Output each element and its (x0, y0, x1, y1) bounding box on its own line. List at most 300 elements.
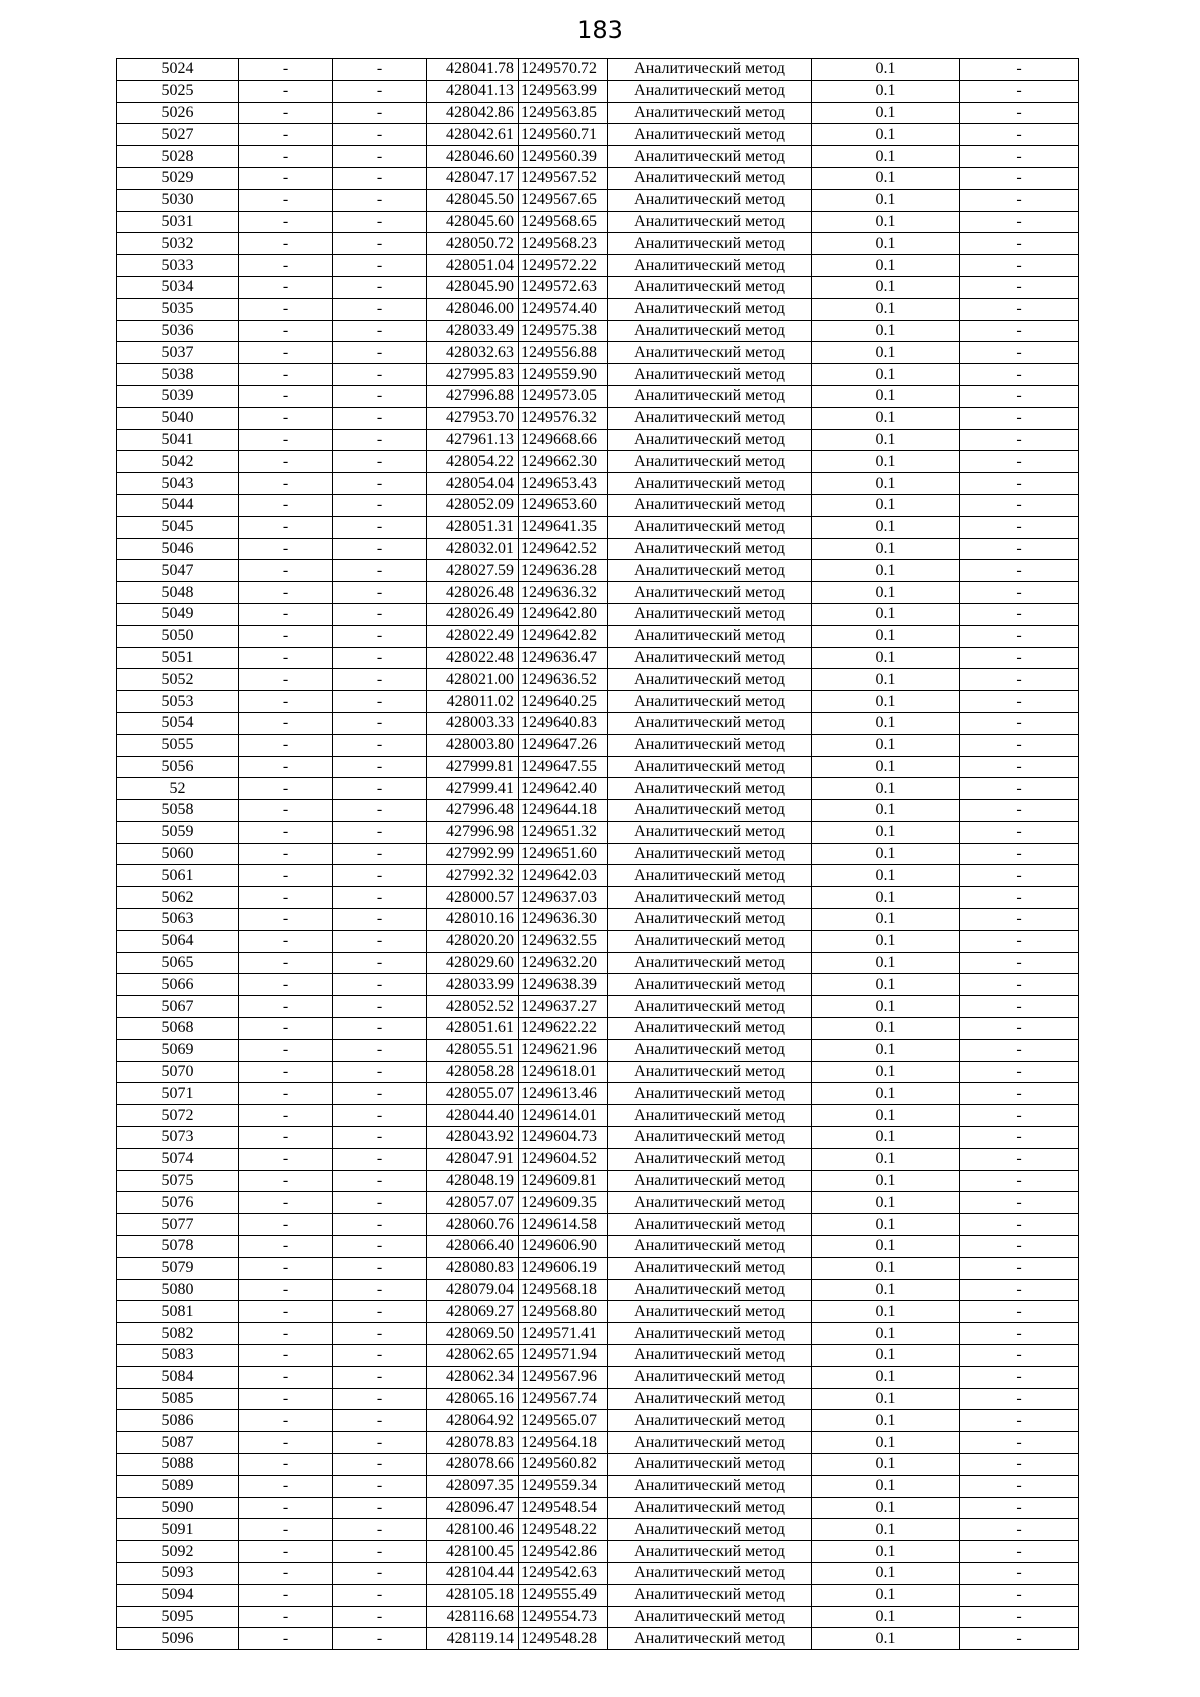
point-number-cell: 5084 (117, 1366, 239, 1388)
accuracy-cell: 0.1 (812, 233, 960, 255)
x-coordinate-cell: 428078.66 (427, 1454, 519, 1476)
point-number-cell: 5035 (117, 298, 239, 320)
empty-dash-cell: - (333, 865, 427, 887)
method-cell: Аналитический метод (608, 124, 812, 146)
point-number-cell: 5073 (117, 1127, 239, 1149)
point-number-cell: 5028 (117, 146, 239, 168)
y-coordinate-cell: 1249568.80 (519, 1301, 608, 1323)
x-coordinate-cell: 428045.60 (427, 211, 519, 233)
y-coordinate-cell: 1249554.73 (519, 1606, 608, 1628)
y-coordinate-cell: 1249573.05 (519, 385, 608, 407)
x-coordinate-cell: 428096.47 (427, 1497, 519, 1519)
empty-dash-cell: - (333, 1083, 427, 1105)
empty-dash-cell: - (960, 1584, 1079, 1606)
y-coordinate-cell: 1249614.58 (519, 1214, 608, 1236)
empty-dash-cell: - (333, 1475, 427, 1497)
accuracy-cell: 0.1 (812, 560, 960, 582)
y-coordinate-cell: 1249644.18 (519, 800, 608, 822)
point-number-cell: 5085 (117, 1388, 239, 1410)
empty-dash-cell: - (333, 734, 427, 756)
x-coordinate-cell: 428080.83 (427, 1257, 519, 1279)
empty-dash-cell: - (333, 211, 427, 233)
x-coordinate-cell: 428054.22 (427, 451, 519, 473)
accuracy-cell: 0.1 (812, 1519, 960, 1541)
empty-dash-cell: - (333, 189, 427, 211)
method-cell: Аналитический метод (608, 582, 812, 604)
table-row (117, 1606, 1079, 1628)
accuracy-cell: 0.1 (812, 473, 960, 495)
point-number-cell: 5060 (117, 843, 239, 865)
empty-dash-cell: - (333, 1061, 427, 1083)
empty-dash-cell: - (333, 1170, 427, 1192)
method-cell: Аналитический метод (608, 473, 812, 495)
empty-dash-cell: - (333, 1541, 427, 1563)
method-cell: Аналитический метод (608, 734, 812, 756)
empty-dash-cell: - (239, 625, 333, 647)
x-coordinate-cell: 428066.40 (427, 1236, 519, 1258)
empty-dash-cell: - (239, 102, 333, 124)
table-row (117, 211, 1079, 233)
y-coordinate-cell: 1249653.43 (519, 473, 608, 495)
x-coordinate-cell: 428021.00 (427, 669, 519, 691)
empty-dash-cell: - (239, 233, 333, 255)
x-coordinate-cell: 428069.27 (427, 1301, 519, 1323)
table-row (117, 756, 1079, 778)
table-row (117, 1497, 1079, 1519)
accuracy-cell: 0.1 (812, 494, 960, 516)
empty-dash-cell: - (239, 1454, 333, 1476)
point-number-cell: 5078 (117, 1236, 239, 1258)
x-coordinate-cell: 428062.65 (427, 1345, 519, 1367)
point-number-cell: 5083 (117, 1345, 239, 1367)
empty-dash-cell: - (960, 647, 1079, 669)
table-row (117, 930, 1079, 952)
y-coordinate-cell: 1249636.47 (519, 647, 608, 669)
y-coordinate-cell: 1249567.96 (519, 1366, 608, 1388)
table-row (117, 1562, 1079, 1584)
empty-dash-cell: - (333, 691, 427, 713)
point-number-cell: 5065 (117, 952, 239, 974)
empty-dash-cell: - (333, 930, 427, 952)
empty-dash-cell: - (239, 494, 333, 516)
point-number-cell: 5066 (117, 974, 239, 996)
empty-dash-cell: - (333, 364, 427, 386)
table-row (117, 952, 1079, 974)
accuracy-cell: 0.1 (812, 59, 960, 81)
point-number-cell: 5092 (117, 1541, 239, 1563)
empty-dash-cell: - (239, 1257, 333, 1279)
table-row (117, 1105, 1079, 1127)
empty-dash-cell: - (333, 1366, 427, 1388)
x-coordinate-cell: 428022.48 (427, 647, 519, 669)
method-cell: Аналитический метод (608, 1541, 812, 1563)
empty-dash-cell: - (960, 865, 1079, 887)
empty-dash-cell: - (960, 1388, 1079, 1410)
y-coordinate-cell: 1249563.99 (519, 80, 608, 102)
y-coordinate-cell: 1249564.18 (519, 1432, 608, 1454)
accuracy-cell: 0.1 (812, 429, 960, 451)
table-row (117, 582, 1079, 604)
empty-dash-cell: - (239, 1584, 333, 1606)
x-coordinate-cell: 428116.68 (427, 1606, 519, 1628)
empty-dash-cell: - (239, 1606, 333, 1628)
accuracy-cell: 0.1 (812, 276, 960, 298)
x-coordinate-cell: 428042.86 (427, 102, 519, 124)
table-row (117, 1170, 1079, 1192)
point-number-cell: 5067 (117, 996, 239, 1018)
empty-dash-cell: - (333, 320, 427, 342)
empty-dash-cell: - (333, 952, 427, 974)
y-coordinate-cell: 1249572.63 (519, 276, 608, 298)
x-coordinate-cell: 428020.20 (427, 930, 519, 952)
empty-dash-cell: - (333, 1192, 427, 1214)
empty-dash-cell: - (239, 996, 333, 1018)
y-coordinate-cell: 1249559.90 (519, 364, 608, 386)
empty-dash-cell: - (333, 385, 427, 407)
empty-dash-cell: - (960, 800, 1079, 822)
x-coordinate-cell: 428003.33 (427, 712, 519, 734)
empty-dash-cell: - (239, 603, 333, 625)
empty-dash-cell: - (333, 1105, 427, 1127)
accuracy-cell: 0.1 (812, 1105, 960, 1127)
table-row (117, 734, 1079, 756)
method-cell: Аналитический метод (608, 298, 812, 320)
point-number-cell: 5086 (117, 1410, 239, 1432)
empty-dash-cell: - (333, 59, 427, 81)
table-row (117, 429, 1079, 451)
table-row (117, 887, 1079, 909)
point-number-cell: 5058 (117, 800, 239, 822)
empty-dash-cell: - (960, 429, 1079, 451)
empty-dash-cell: - (333, 1301, 427, 1323)
empty-dash-cell: - (239, 255, 333, 277)
accuracy-cell: 0.1 (812, 320, 960, 342)
table-row (117, 1432, 1079, 1454)
y-coordinate-cell: 1249638.39 (519, 974, 608, 996)
x-coordinate-cell: 428055.51 (427, 1039, 519, 1061)
method-cell: Аналитический метод (608, 1323, 812, 1345)
point-number-cell: 5032 (117, 233, 239, 255)
x-coordinate-cell: 428097.35 (427, 1475, 519, 1497)
table-row (117, 1148, 1079, 1170)
x-coordinate-cell: 428062.34 (427, 1366, 519, 1388)
point-number-cell: 5063 (117, 909, 239, 931)
method-cell: Аналитический метод (608, 320, 812, 342)
empty-dash-cell: - (960, 451, 1079, 473)
y-coordinate-cell: 1249651.32 (519, 821, 608, 843)
table-row (117, 712, 1079, 734)
table-row (117, 1127, 1079, 1149)
empty-dash-cell: - (239, 1214, 333, 1236)
empty-dash-cell: - (239, 560, 333, 582)
x-coordinate-cell: 428047.91 (427, 1148, 519, 1170)
x-coordinate-cell: 428033.99 (427, 974, 519, 996)
empty-dash-cell: - (960, 582, 1079, 604)
empty-dash-cell: - (239, 1127, 333, 1149)
empty-dash-cell: - (333, 821, 427, 843)
empty-dash-cell: - (239, 80, 333, 102)
x-coordinate-cell: 428058.28 (427, 1061, 519, 1083)
point-number-cell: 5054 (117, 712, 239, 734)
y-coordinate-cell: 1249604.52 (519, 1148, 608, 1170)
accuracy-cell: 0.1 (812, 189, 960, 211)
accuracy-cell: 0.1 (812, 734, 960, 756)
method-cell: Аналитический метод (608, 647, 812, 669)
empty-dash-cell: - (239, 1148, 333, 1170)
empty-dash-cell: - (960, 1628, 1079, 1650)
y-coordinate-cell: 1249571.94 (519, 1345, 608, 1367)
accuracy-cell: 0.1 (812, 821, 960, 843)
empty-dash-cell: - (333, 1214, 427, 1236)
accuracy-cell: 0.1 (812, 712, 960, 734)
accuracy-cell: 0.1 (812, 1541, 960, 1563)
x-coordinate-cell: 428051.61 (427, 1018, 519, 1040)
x-coordinate-cell: 428057.07 (427, 1192, 519, 1214)
point-number-cell: 5087 (117, 1432, 239, 1454)
empty-dash-cell: - (960, 1410, 1079, 1432)
table-row (117, 451, 1079, 473)
empty-dash-cell: - (960, 211, 1079, 233)
x-coordinate-cell: 428011.02 (427, 691, 519, 713)
method-cell: Аналитический метод (608, 451, 812, 473)
method-cell: Аналитический метод (608, 59, 812, 81)
empty-dash-cell: - (239, 952, 333, 974)
y-coordinate-cell: 1249614.01 (519, 1105, 608, 1127)
empty-dash-cell: - (333, 1127, 427, 1149)
point-number-cell: 5080 (117, 1279, 239, 1301)
empty-dash-cell: - (960, 516, 1079, 538)
table-row (117, 538, 1079, 560)
point-number-cell: 5037 (117, 342, 239, 364)
table-row (117, 1628, 1079, 1650)
method-cell: Аналитический метод (608, 1301, 812, 1323)
point-number-cell: 5031 (117, 211, 239, 233)
y-coordinate-cell: 1249572.22 (519, 255, 608, 277)
accuracy-cell: 0.1 (812, 647, 960, 669)
method-cell: Аналитический метод (608, 1039, 812, 1061)
y-coordinate-cell: 1249636.32 (519, 582, 608, 604)
table-row (117, 1214, 1079, 1236)
method-cell: Аналитический метод (608, 1432, 812, 1454)
empty-dash-cell: - (960, 1432, 1079, 1454)
empty-dash-cell: - (333, 1497, 427, 1519)
point-number-cell: 5069 (117, 1039, 239, 1061)
y-coordinate-cell: 1249609.35 (519, 1192, 608, 1214)
method-cell: Аналитический метод (608, 1105, 812, 1127)
point-number-cell: 5047 (117, 560, 239, 582)
empty-dash-cell: - (960, 909, 1079, 931)
y-coordinate-cell: 1249606.90 (519, 1236, 608, 1258)
empty-dash-cell: - (239, 1388, 333, 1410)
point-number-cell: 5042 (117, 451, 239, 473)
empty-dash-cell: - (960, 1366, 1079, 1388)
empty-dash-cell: - (333, 1018, 427, 1040)
table-row (117, 1388, 1079, 1410)
method-cell: Аналитический метод (608, 1345, 812, 1367)
table-row (117, 494, 1079, 516)
empty-dash-cell: - (333, 582, 427, 604)
y-coordinate-cell: 1249567.74 (519, 1388, 608, 1410)
empty-dash-cell: - (239, 146, 333, 168)
table-row (117, 233, 1079, 255)
accuracy-cell: 0.1 (812, 1192, 960, 1214)
x-coordinate-cell: 428042.61 (427, 124, 519, 146)
x-coordinate-cell: 427996.88 (427, 385, 519, 407)
table-row (117, 516, 1079, 538)
empty-dash-cell: - (960, 974, 1079, 996)
accuracy-cell: 0.1 (812, 102, 960, 124)
accuracy-cell: 0.1 (812, 1606, 960, 1628)
table-row (117, 298, 1079, 320)
method-cell: Аналитический метод (608, 364, 812, 386)
empty-dash-cell: - (333, 1628, 427, 1650)
empty-dash-cell: - (333, 1519, 427, 1541)
empty-dash-cell: - (239, 1410, 333, 1432)
method-cell: Аналитический метод (608, 800, 812, 822)
method-cell: Аналитический метод (608, 996, 812, 1018)
empty-dash-cell: - (239, 865, 333, 887)
empty-dash-cell: - (239, 1018, 333, 1040)
y-coordinate-cell: 1249637.03 (519, 887, 608, 909)
table-row (117, 647, 1079, 669)
accuracy-cell: 0.1 (812, 1127, 960, 1149)
empty-dash-cell: - (960, 1083, 1079, 1105)
empty-dash-cell: - (239, 473, 333, 495)
method-cell: Аналитический метод (608, 778, 812, 800)
y-coordinate-cell: 1249560.82 (519, 1454, 608, 1476)
y-coordinate-cell: 1249556.88 (519, 342, 608, 364)
method-cell: Аналитический метод (608, 1236, 812, 1258)
point-number-cell: 5045 (117, 516, 239, 538)
method-cell: Аналитический метод (608, 974, 812, 996)
empty-dash-cell: - (239, 59, 333, 81)
method-cell: Аналитический метод (608, 887, 812, 909)
point-number-cell: 5077 (117, 1214, 239, 1236)
x-coordinate-cell: 427992.99 (427, 843, 519, 865)
point-number-cell: 5033 (117, 255, 239, 277)
accuracy-cell: 0.1 (812, 407, 960, 429)
empty-dash-cell: - (960, 494, 1079, 516)
x-coordinate-cell: 428051.31 (427, 516, 519, 538)
accuracy-cell: 0.1 (812, 1083, 960, 1105)
empty-dash-cell: - (960, 255, 1079, 277)
table-row (117, 669, 1079, 691)
method-cell: Аналитический метод (608, 909, 812, 931)
empty-dash-cell: - (960, 1345, 1079, 1367)
accuracy-cell: 0.1 (812, 800, 960, 822)
y-coordinate-cell: 1249576.32 (519, 407, 608, 429)
empty-dash-cell: - (239, 691, 333, 713)
empty-dash-cell: - (239, 342, 333, 364)
empty-dash-cell: - (960, 560, 1079, 582)
table-row (117, 1323, 1079, 1345)
empty-dash-cell: - (960, 124, 1079, 146)
empty-dash-cell: - (960, 385, 1079, 407)
accuracy-cell: 0.1 (812, 1170, 960, 1192)
empty-dash-cell: - (333, 1148, 427, 1170)
empty-dash-cell: - (239, 364, 333, 386)
x-coordinate-cell: 427995.83 (427, 364, 519, 386)
empty-dash-cell: - (239, 167, 333, 189)
empty-dash-cell: - (333, 756, 427, 778)
accuracy-cell: 0.1 (812, 756, 960, 778)
accuracy-cell: 0.1 (812, 1366, 960, 1388)
method-cell: Аналитический метод (608, 1170, 812, 1192)
table-row (117, 1018, 1079, 1040)
x-coordinate-cell: 428052.09 (427, 494, 519, 516)
empty-dash-cell: - (960, 778, 1079, 800)
method-cell: Аналитический метод (608, 189, 812, 211)
method-cell: Аналитический метод (608, 930, 812, 952)
table-row (117, 909, 1079, 931)
page-number: 183 (577, 16, 623, 44)
table-row (117, 1279, 1079, 1301)
x-coordinate-cell: 428044.40 (427, 1105, 519, 1127)
empty-dash-cell: - (333, 909, 427, 931)
x-coordinate-cell: 428043.92 (427, 1127, 519, 1149)
x-coordinate-cell: 428046.60 (427, 146, 519, 168)
x-coordinate-cell: 428026.48 (427, 582, 519, 604)
x-coordinate-cell: 428054.04 (427, 473, 519, 495)
method-cell: Аналитический метод (608, 1606, 812, 1628)
empty-dash-cell: - (239, 1628, 333, 1650)
empty-dash-cell: - (239, 1345, 333, 1367)
method-cell: Аналитический метод (608, 1214, 812, 1236)
table-row (117, 255, 1079, 277)
y-coordinate-cell: 1249548.22 (519, 1519, 608, 1541)
empty-dash-cell: - (239, 385, 333, 407)
accuracy-cell: 0.1 (812, 1148, 960, 1170)
point-number-cell: 52 (117, 778, 239, 800)
empty-dash-cell: - (960, 1541, 1079, 1563)
x-coordinate-cell: 428032.01 (427, 538, 519, 560)
x-coordinate-cell: 427999.81 (427, 756, 519, 778)
empty-dash-cell: - (239, 538, 333, 560)
table-row (117, 1519, 1079, 1541)
empty-dash-cell: - (333, 146, 427, 168)
point-number-cell: 5048 (117, 582, 239, 604)
accuracy-cell: 0.1 (812, 1410, 960, 1432)
table-row (117, 320, 1079, 342)
empty-dash-cell: - (333, 342, 427, 364)
y-coordinate-cell: 1249647.26 (519, 734, 608, 756)
empty-dash-cell: - (239, 1323, 333, 1345)
accuracy-cell: 0.1 (812, 1475, 960, 1497)
method-cell: Аналитический метод (608, 211, 812, 233)
empty-dash-cell: - (960, 1039, 1079, 1061)
point-number-cell: 5050 (117, 625, 239, 647)
x-coordinate-cell: 428000.57 (427, 887, 519, 909)
empty-dash-cell: - (239, 1366, 333, 1388)
point-number-cell: 5070 (117, 1061, 239, 1083)
empty-dash-cell: - (239, 843, 333, 865)
empty-dash-cell: - (333, 560, 427, 582)
empty-dash-cell: - (239, 1432, 333, 1454)
point-number-cell: 5091 (117, 1519, 239, 1541)
x-coordinate-cell: 428046.00 (427, 298, 519, 320)
y-coordinate-cell: 1249613.46 (519, 1083, 608, 1105)
table-row (117, 1061, 1079, 1083)
empty-dash-cell: - (333, 1323, 427, 1345)
method-cell: Аналитический метод (608, 1497, 812, 1519)
method-cell: Аналитический метод (608, 1018, 812, 1040)
method-cell: Аналитический метод (608, 1279, 812, 1301)
empty-dash-cell: - (960, 1236, 1079, 1258)
empty-dash-cell: - (239, 778, 333, 800)
table-row (117, 1083, 1079, 1105)
empty-dash-cell: - (333, 102, 427, 124)
accuracy-cell: 0.1 (812, 1454, 960, 1476)
